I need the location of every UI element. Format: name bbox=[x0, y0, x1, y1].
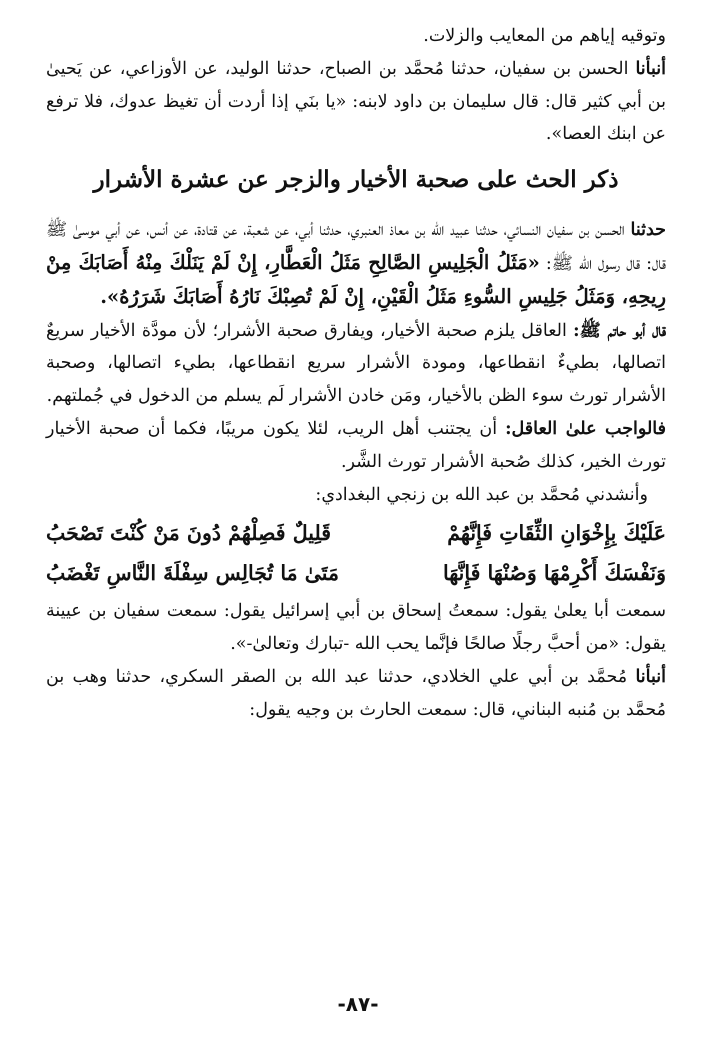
paragraph-6: سمعت أبا يعلىٰ يقول: سمعتُ إسحاق بن أبي إسرائيل يقول: سمعت سفيان بن عيينة يقول: «من أحبَّ رجلًا صالحًا فإنَّما يحب الله -تبارك وتعالىٰ-». bbox=[46, 601, 666, 655]
verse-hemistich-right: عَلَيْكَ بِإِخْوَانِ الثِّقَاتِ فَإِنَّهُمْ bbox=[447, 521, 666, 546]
paragraph-1-text: الحسن بن سفيان، حدثنا مُحمَّد بن الصباح، حدثنا الوليد، عن الأوزاعي، عن يَحيىٰ بن أبي كثير قال: قال سليمان بن داود لابنه: «يا بنَي إذا أردت أن تغيظ عدوك، فلا ترفع عن ابنك العصا». bbox=[46, 58, 666, 145]
paragraph-3 bbox=[46, 315, 666, 413]
page-number: -٨٧- bbox=[337, 992, 379, 1016]
paragraph-5: وأنشدني مُحمَّد بن عبد الله بن زنجي البغدادي: bbox=[315, 484, 648, 505]
verse-hemistich-left: قَلِيلٌ فَصِلْهُمْ دُونَ مَنْ كُنْتَ تَصْحَبُ bbox=[46, 521, 332, 546]
hadith-quote: «مَثَلُ الْجَلِيسِ الصَّالِحِ مَثَلُ الْعَطَّارِ، إِنْ لَمْ يَنَلْكَ مِنْهُ أَصَابَكَ مِنْ رِيحِهِ، وَمَثَلُ جَلِيسِ السُّوءِ مَثَلُ الْقَيْنِ، إِنْ لَمْ تُصِبْكَ نَارُهُ أَصَابَكَ شَرَرُهُ». bbox=[46, 250, 666, 308]
paragraph-7 bbox=[46, 661, 666, 727]
section-heading: ذكر الحث على صحبة الأخيار والزجر عن عشرة الأشرار bbox=[93, 166, 619, 194]
paragraph-4-text: أن يجتنب أهل الريب، لئلا يكون مريبًا، فكما أن صحبة الأخيار تورث الخير، كذلك صُحبة الأشرار تورث الشَّر. bbox=[46, 418, 666, 472]
paragraph-3-lead: قال أبو حاتم ﷺ: bbox=[573, 320, 667, 341]
verse-line bbox=[46, 555, 666, 591]
paragraph-4 bbox=[46, 413, 666, 479]
paragraph-1-lead: أنبأنا bbox=[635, 58, 666, 79]
paragraph-7-lead: أنبأنا bbox=[635, 666, 666, 687]
intro-line: وتوقيه إياهم من المعايب والزلات. bbox=[423, 26, 666, 46]
paragraph-2 bbox=[46, 214, 666, 314]
paragraph-4-lead: فالواجب علىٰ العاقل: bbox=[505, 418, 666, 439]
page-body bbox=[46, 20, 666, 727]
paragraph-2-lead: حدثنا bbox=[630, 220, 666, 241]
verse-line bbox=[46, 515, 666, 551]
paragraph-2-text: الحسن بن سفيان النسائي، حدثنا عبيد الله بن معاذ العنبري، حدثنا أبي، عن شعبة، عن قتادة، عن أنس، عن أبي موسىٰ ﷺ قال: قال رسول الله ﷺ: bbox=[46, 220, 666, 274]
verse-hemistich-left: مَتَىٰ مَا تُجَالِس سِفْلَةَ النَّاسِ تَغْضَبُ bbox=[46, 561, 339, 586]
paragraph-7-text: مُحمَّد بن أبي علي الخلادي، حدثنا عبد الله بن الصقر السكري، حدثنا وهب بن مُحمَّد بن مُنبه البناني، قال: سمعت الحارث بن وجيه يقول: bbox=[46, 666, 666, 720]
verse-hemistich-right: وَنَفْسَكَ أَكْرِمْهَا وَصُنْهَا فَإِنَّهَا bbox=[442, 561, 666, 586]
paragraph-1 bbox=[46, 53, 666, 151]
paragraph-3-text: العاقل يلزم صحبة الأخيار، ويفارق صحبة الأشرار؛ لأن مودَّة الأخيار سريعٌ اتصالها، بطيءٌ انقطاعها، ومودة الأشرار سريع انقطاعها، بطيء اتصالها، وصحبة الأشرار تورث سوء الظن بالأخيار، ومَن خادن الأشرار لَم يسلم من الدخول في جُملتهم. bbox=[46, 320, 666, 407]
